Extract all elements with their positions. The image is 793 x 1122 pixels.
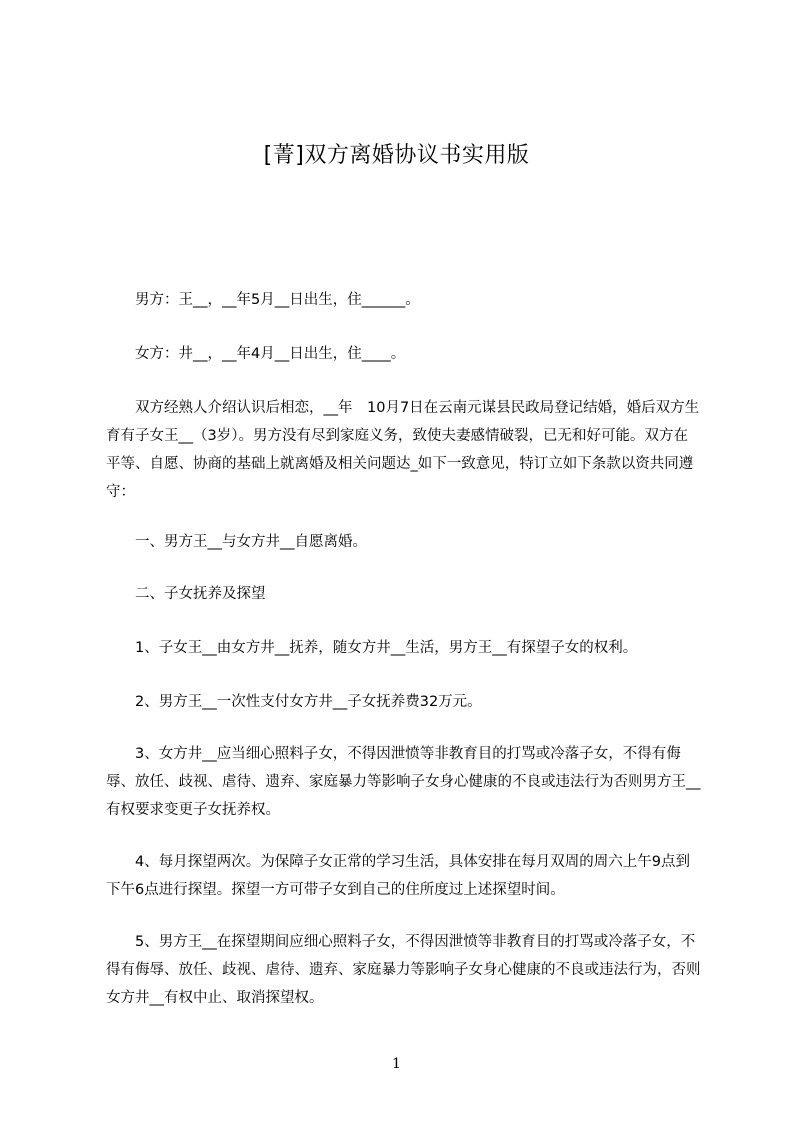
document-title: [菁]双方离婚协议书实用版 <box>263 143 530 168</box>
paragraph-item-5: 5、男方王__在探望期间应细心照料子女，不得因泄愤等非教育目的打骂或冷落子女，不得有侮辱、放任、歧视、虐待、遗弃、家庭暴力等影响子女身心健康的不良或违法行为，否则女方井__有权中止、取消探望权。 <box>106 934 701 1006</box>
paragraph-background: 双方经熟人介绍认识后相恋，__年 10月7日在云南元谋县民政局登记结婚，婚后双方生育有子女王__（3岁）。男方没有尽到家庭义务，致使夫妻感情破裂，已无和好可能。双方在平等、自愿、协商的基础上就离婚及相关问题达_如下一致意见，特订立如下条款以资共同遵守： <box>106 400 700 500</box>
paragraph-clause-1: 一、男方王__与女方井__自愿离婚。 <box>135 534 367 550</box>
paragraph-item-1: 1、子女王__由女方井__抚养，随女方井__生活，男方王__有探望子女的权利。 <box>135 640 638 656</box>
paragraph-item-4: 4、每月探望两次。为保障子女正常的学习生活，具体安排在每月双周的周六上午9点到下午6点进行探望。探望一方可带子女到自己的住所度过上述探望时间。 <box>106 854 690 898</box>
paragraph-wife-info: 女方：井__，__年4月__日出生，住____。 <box>135 346 406 362</box>
paragraph-item-2: 2、男方王__一次性支付女方井__子女抚养费32万元。 <box>135 694 482 710</box>
paragraph-husband-info: 男方：王__，__年5月__日出生，住______。 <box>135 292 420 308</box>
paragraph-clause-2-heading: 二、子女抚养及探望 <box>135 586 266 602</box>
page-number: 1 <box>392 1056 401 1072</box>
paragraph-item-3: 3、女方井__应当细心照料子女，不得因泄愤等非教育目的打骂或冷落子女，不得有侮辱、放任、歧视、虐待、遗弃、家庭暴力等影响子女身心健康的不良或违法行为否则男方王__有权要求变更子女抚养权。 <box>106 746 701 818</box>
